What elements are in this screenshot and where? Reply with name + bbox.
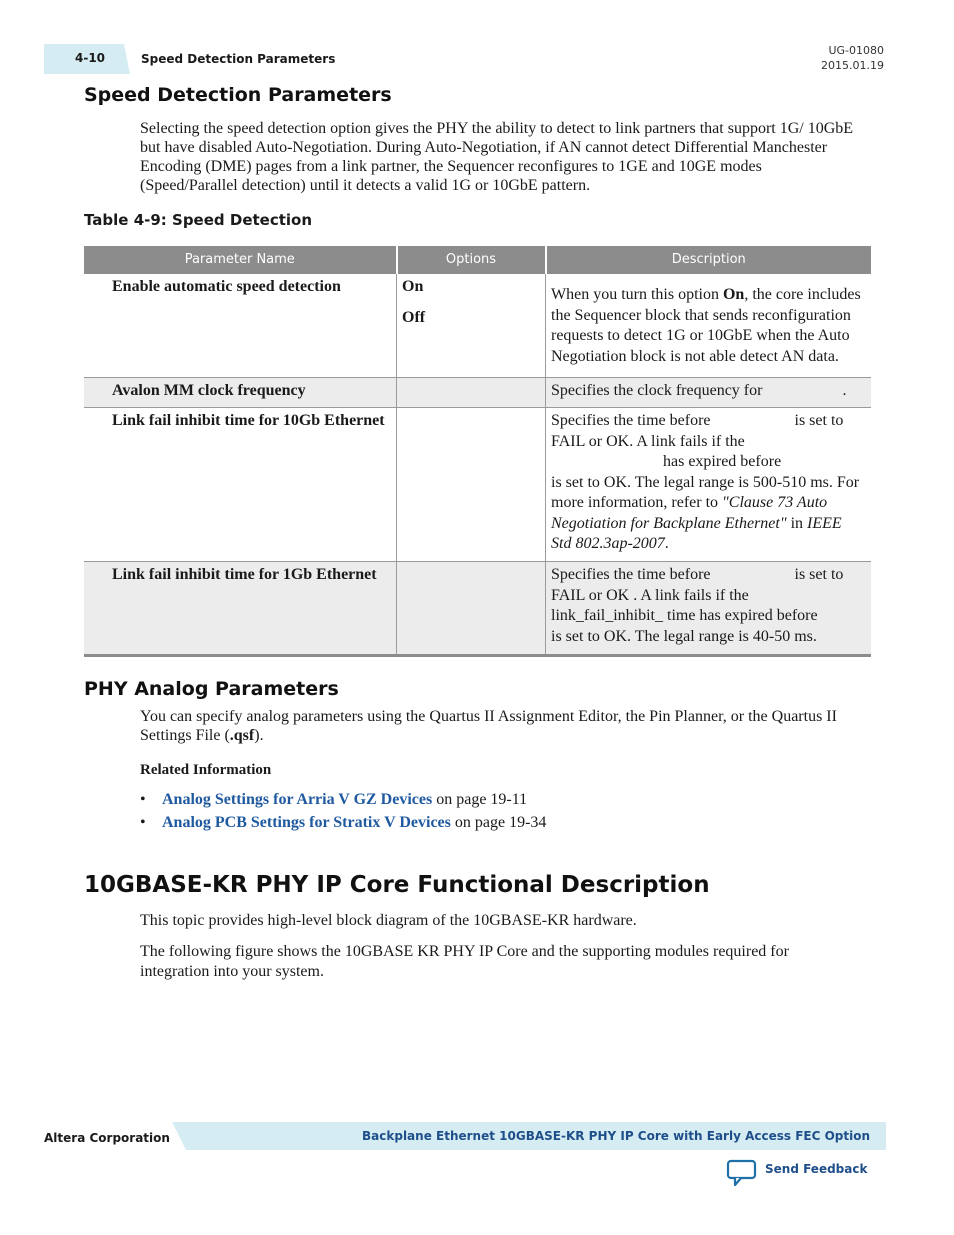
parameter-name: Avalon MM clock frequency: [84, 378, 397, 408]
parameter-name: Enable automatic speed detection: [84, 274, 397, 378]
page-number: 4-10: [75, 51, 106, 65]
parameter-options: [397, 378, 546, 408]
parameter-options: [397, 562, 546, 656]
standard-reference: IEEE Std 802.3ap-2007: [551, 514, 842, 552]
parameter-options: [397, 274, 546, 378]
description-text: more information, refer to: [551, 494, 723, 511]
parameter-name: Link fail inhibit time for 10Gb Ethernet: [84, 408, 397, 562]
related-links-list: [140, 790, 546, 836]
option-value: Off: [402, 308, 426, 326]
document-date: 2015.01.19: [821, 59, 884, 72]
link-analog-settings-arria[interactable]: Analog Settings for Arria V GZ Devices: [162, 791, 433, 808]
section-title-phy-analog: PHY Analog Parameters: [84, 678, 339, 700]
description-line: FAIL or OK. A link fails if the: [551, 432, 745, 450]
column-header-parameter: Parameter Name: [84, 246, 397, 274]
table-row: [84, 274, 871, 378]
functional-para-2: The following figure shows the 10GBASE KR PHY IP Core and the supporting modules required for integration into your system.: [140, 943, 789, 980]
phy-analog-body: [140, 707, 840, 745]
section-title-functional-description: 10GBASE-KR PHY IP Core Functional Description: [84, 872, 710, 898]
footer-document-title: Backplane Ethernet 10GBASE-KR PHY IP Core with Early Access FEC Option: [362, 1129, 870, 1143]
link-analog-pcb-stratix[interactable]: Analog PCB Settings for Stratix V Devices: [162, 814, 451, 831]
list-item: • Analog PCB Settings for Stratix V Devices on page 19-34: [140, 814, 547, 831]
speech-bubble-icon: [726, 1158, 758, 1188]
parameter-options: [397, 408, 546, 562]
table-caption: Table 4-9: Speed Detection: [84, 211, 313, 229]
column-header-description: Description: [546, 246, 872, 274]
parameter-description: Specifies the time before is set to FAIL or OK . A link fails if the link_fail_inhibit_ time has expired before is set to OK. The legal range is 40-50 ms.: [546, 562, 872, 656]
speed-detection-intro: Selecting the speed detection option gives the PHY the ability to detect to link partners that support 1G/ 10GbE but have disabled Auto-Negotiation. During Auto-Negotiation, if AN cannot detect Differential Manchester Encoding (DME) pages from a link partner, the Sequencer reconfigures to 1GE and 10GE modes (Speed/Parallel detection) until it detects a valid 1G or 10GbE pattern.: [140, 120, 854, 194]
description-line: Specifies the time before is set to: [551, 412, 844, 429]
list-item: • Analog Settings for Arria V GZ Devices on page 19-11: [140, 791, 528, 808]
description-line: has expired before: [551, 453, 782, 470]
column-header-options: Options: [397, 246, 546, 274]
send-feedback-label[interactable]: Send Feedback: [765, 1162, 868, 1176]
functional-para-1: This topic provides high-level block diagram of the 10GBASE-KR hardware.: [140, 912, 637, 929]
parameter-description: Specifies the clock frequency for .: [546, 378, 872, 408]
parameter-name: Link fail inhibit time for 1Gb Ethernet: [84, 562, 397, 656]
parameter-description: [546, 408, 872, 562]
speed-detection-table: [84, 246, 902, 657]
table-row: [84, 378, 871, 408]
send-feedback-button[interactable]: [726, 1158, 758, 1188]
parameter-description: [546, 274, 872, 378]
section-title-speed-detection: Speed Detection Parameters: [84, 84, 392, 106]
footer-company: Altera Corporation: [44, 1131, 170, 1145]
description-text: .: [664, 535, 669, 552]
description-text: in: [786, 514, 808, 532]
link-page-ref: on page 19-34: [450, 814, 547, 831]
document-id: UG-01080: [828, 44, 884, 57]
link-page-ref: on page 19-11: [432, 791, 528, 808]
file-extension: .qsf: [229, 727, 255, 744]
table-header-row: [84, 246, 871, 274]
running-section-title: Speed Detection Parameters: [141, 52, 336, 66]
description-text: , the core includes the Sequencer block that sends reconfiguration requests to detect 1G or 10GbE when the Auto Negotiation block is not able detect AN data.: [551, 286, 861, 365]
option-value: On: [402, 278, 424, 295]
document-id-block: [821, 43, 884, 73]
body-text: ).: [254, 727, 264, 744]
description-text: When you turn this option: [551, 286, 723, 303]
body-text: You can specify analog parameters using the Quartus II Assignment Editor, the Pin Planner, or the Quartus II Settings File (: [140, 708, 837, 744]
related-information-label: Related Information: [140, 762, 272, 778]
table-row: [84, 408, 871, 562]
description-emphasis: On: [722, 286, 745, 303]
table-row: [84, 562, 871, 656]
clause-reference: "Clause 73 Auto Negotiation for Backplane Ethernet": [551, 494, 828, 532]
description-line: is set to OK. The legal range is 500-510 ms. For: [551, 473, 860, 491]
